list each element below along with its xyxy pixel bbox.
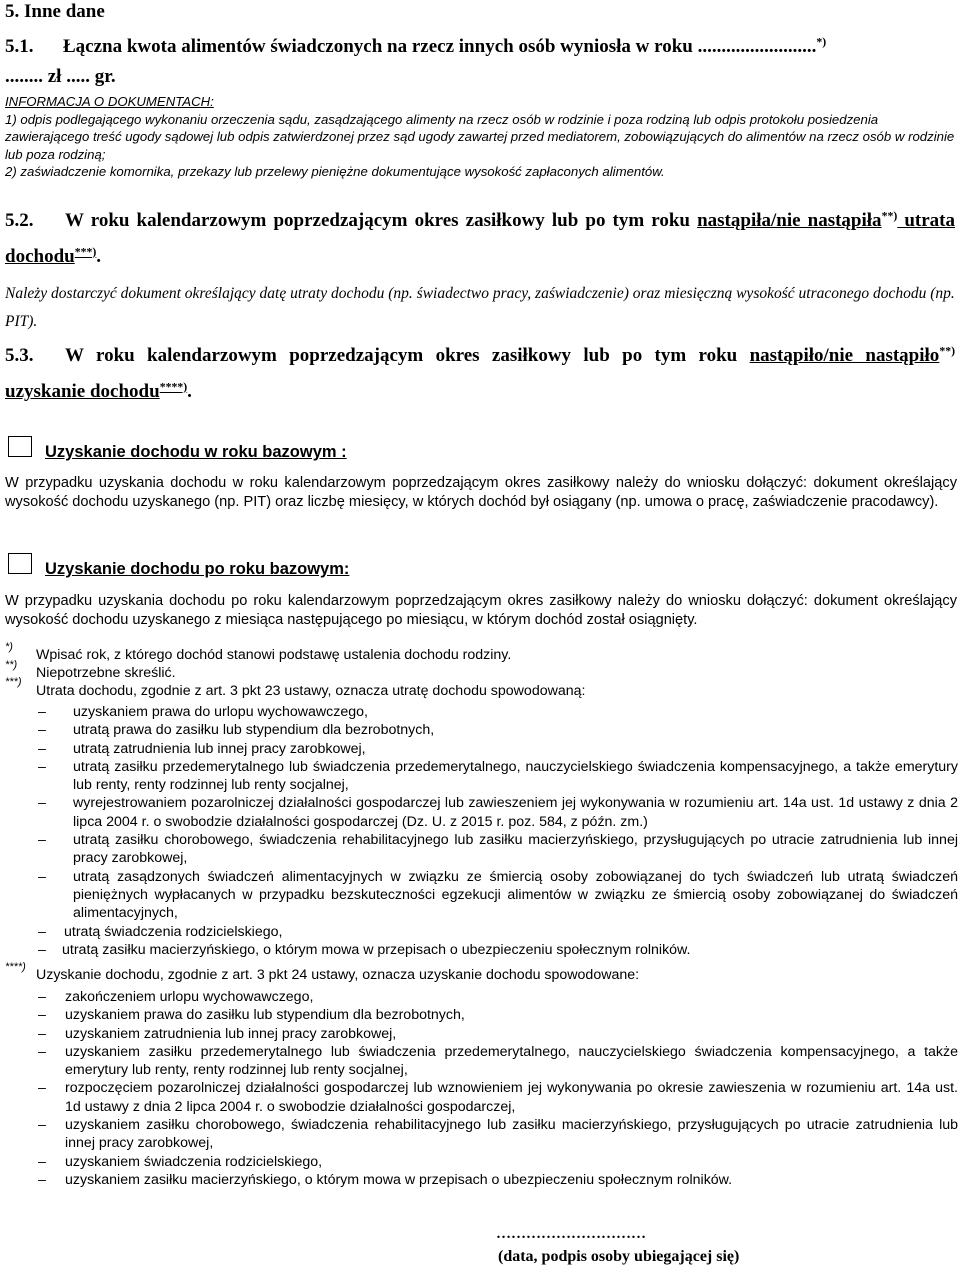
- option-text-base-year: W przypadku uzyskania dochodu w roku kalendarzowym poprzedzającym okres zasiłkowy należy do wniosku dołączyć: dokument określający wysokość dochodu uzyskanego (np. PIT) oraz liczbę miesięcy, w których dochód był osiągany (np. umowa o pracę, zaświadczenie pracodawcy).: [5, 475, 957, 510]
- document-info-item: 2) zaświadczenie komornika, przekazy lub przelewy pieniężne dokumentujące wysokość zapłaconych alimentów.: [5, 164, 665, 179]
- dash-marker: –: [38, 923, 46, 940]
- dash-marker: –: [38, 1153, 46, 1170]
- list-item-text: uzyskaniem zatrudnienia lub innej pracy zarobkowej,: [65, 1025, 397, 1042]
- dash-marker: –: [38, 832, 46, 849]
- footnote-mark: ***): [5, 676, 22, 688]
- list-item-text: uzyskaniem prawa do urlopu wychowawczego,: [73, 704, 368, 720]
- footnote-text: Wpisać rok, z którego dochód stanowi podstawę ustalenia dochodu rodziny.: [36, 647, 512, 663]
- section-5-2-note: Należy dostarczyć dokument określający datę utraty dochodu (np. świadectwo pracy, zaświadczenie) oraz miesięczną wysokość utraconego dochodu (np. PIT).: [5, 285, 955, 330]
- income-gain-list: [38, 988, 958, 1189]
- dash-marker: –: [38, 941, 46, 958]
- list-item-text: utratą zasądzonych świadczeń alimentacyjnych w związku ze śmiercią osoby zobowiązanej do tych świadczeń lub utratą świadczeń pieniężnych wypłacanych w przypadku bezskuteczności egzekucji alimentów w związku ze śmiercią osoby zobowiązanej do świadczeń alimentacyjnych,: [73, 868, 958, 922]
- section-5-2: [5, 203, 955, 275]
- section-number: 5.3.: [5, 345, 34, 366]
- list-item: [38, 868, 958, 923]
- signature-line: …………………………: [496, 1226, 646, 1242]
- footnote-ref: *): [816, 35, 827, 49]
- dash-marker: –: [38, 795, 46, 812]
- list-item: [38, 1171, 958, 1189]
- section-heading: 5. Inne dane: [5, 1, 105, 22]
- dash-marker: –: [38, 1080, 46, 1097]
- dash-marker: –: [38, 989, 46, 1005]
- section-text: .: [96, 246, 102, 267]
- dash-marker: –: [38, 1025, 46, 1042]
- document-info-item: 1) odpis podlegającego wykonaniu orzeczenia sądu, zasądzającego alimenty na rzecz osób w rodzinie i poza rodziną lub odpis protokołu posiedzenia zawierającego treść ugody sądowej lub odpis zatwierdzonej przez sąd ugody zawartej przed mediatorem, zobowiązujących do alimentów na rzecz osób w rodzinie lub poza rodziną;: [5, 111, 955, 162]
- footnote-text: Utrata dochodu, zgodnie z art. 3 pkt 23 ustawy, oznacza utratę dochodu spowodowaną:: [36, 683, 586, 699]
- list-item-text: uzyskaniem zasiłku chorobowego, świadczenia rehabilitacyjnego lub zasiłku macierzyńskiego, przysługujących po utracie zatrudnienia lub innej pracy zarobkowej,: [65, 1117, 958, 1152]
- document-info-title: INFORMACJA O DOKUMENTACH:: [5, 94, 214, 109]
- list-item-text: uzyskaniem świadczenia rodzicielskiego,: [65, 1153, 323, 1170]
- dash-marker: –: [38, 722, 46, 739]
- list-item-text: utratą zasiłku chorobowego, świadczenia rehabilitacyjnego lub zasiłku macierzyńskiego, przysługujących po utracie zatrudnienia lub innej pracy zarobkowej,: [73, 832, 958, 867]
- list-item-text: wyrejestrowaniem pozarolniczej działalności gospodarczej lub zawieszeniem jej wykonywania w rozumieniu art. 14a ust. 1d ustawy z dnia 2 lipca 2004 r. o swobodzie działalności gospodarczej (Dz. U. z 2015 r. poz. 584, z późn. zm.): [73, 795, 958, 830]
- footnote-text: Uzyskanie dochodu, zgodnie z art. 3 pkt 24 ustawy, oznacza uzyskanie dochodu spowodowane:: [36, 967, 640, 983]
- option-label-after-base-year: Uzyskanie dochodu po roku bazowym:: [45, 560, 350, 578]
- list-item: [38, 1025, 958, 1043]
- section-number: 5.2.: [5, 210, 34, 231]
- footnote-text: Niepotrzebne skreślić.: [36, 665, 176, 681]
- dash-marker: –: [38, 740, 46, 757]
- list-item-text: utratą zatrudnienia lub innej pracy zarobkowej,: [73, 740, 366, 757]
- section-text: W roku kalendarzowym poprzedzającym okres zasiłkowy lub po tym roku: [65, 210, 698, 231]
- list-item: [38, 923, 958, 941]
- footnote-ref: ***): [74, 245, 97, 259]
- list-item-text: utratą prawa do zasiłku lub stypendium dla bezrobotnych,: [73, 722, 435, 739]
- footnote-ref: **): [881, 209, 898, 223]
- list-item: [38, 831, 958, 868]
- dash-marker: –: [38, 1007, 46, 1024]
- list-item: [38, 1006, 958, 1024]
- list-item-text: zakończeniem urlopu wychowawczego,: [65, 989, 314, 1005]
- footnote-ref: ****): [159, 380, 188, 394]
- list-item: [38, 941, 958, 959]
- choice-text: nastąpiło/nie nastąpiło: [749, 345, 940, 366]
- footnote-mark: **): [5, 659, 18, 671]
- section-text: utrata dochodu: [5, 210, 955, 267]
- section-text: .: [187, 381, 192, 402]
- dash-marker: –: [38, 1171, 46, 1188]
- checkbox-income-base-year[interactable]: [8, 436, 32, 457]
- list-item: [38, 794, 958, 831]
- list-item-text: uzyskaniem zasiłku przedemerytalnego lub świadczenia przedemerytalnego, nauczycielskiego świadczenia kompensacyjnego, a także emerytury lub renty, renty rodzinnej lub renty socjalnej,: [65, 1043, 958, 1079]
- section-number: 5.1.: [5, 36, 34, 57]
- footnote-ref: **): [939, 344, 955, 358]
- income-loss-list: [38, 703, 958, 959]
- list-item-text: utratą świadczenia rodzicielskiego,: [64, 923, 283, 940]
- choice-text: nastąpiła/nie nastąpiła: [697, 210, 882, 231]
- section-5-3: [5, 338, 955, 410]
- checkbox-income-after-base-year[interactable]: [8, 553, 32, 574]
- list-item-text: utratą zasiłku macierzyńskiego, o którym mowa w przepisach o ubezpieczeniu społecznym rolników.: [62, 941, 691, 958]
- list-item: [38, 1116, 958, 1153]
- footnote-mark: ****): [5, 961, 26, 973]
- section-5-1: [5, 36, 826, 58]
- document-info: [5, 93, 957, 181]
- dash-marker: –: [38, 1043, 46, 1060]
- list-item: [38, 721, 958, 739]
- list-item: [38, 988, 958, 1006]
- section-text: Łączna kwota alimentów świadczonych na rzecz innych osób wyniosła w roku .........................: [63, 36, 817, 57]
- list-item: [38, 1153, 958, 1171]
- signature-label: (data, podpis osoby ubiegającej się): [498, 1248, 740, 1265]
- option-label-base-year: Uzyskanie dochodu w roku bazowym :: [45, 443, 347, 461]
- option-text-after-base-year: W przypadku uzyskania dochodu po roku kalendarzowym poprzedzającym okres zasiłkowy należy do wniosku dołączyć: dokument określający wysokość dochodu uzyskanego z miesiąca następującego po miesiącu, w którym dochód został osiągnięty.: [5, 593, 957, 628]
- dash-marker: –: [38, 868, 46, 885]
- dash-marker: –: [38, 704, 46, 720]
- list-item-text: rozpoczęciem pozarolniczej działalności gospodarczej lub wznowieniem jej wykonywania po okresie zawieszenia w rozumieniu art. 14a ust. 1d ustawy z dnia 2 lipca 2004 r. o swobodzie działalności gospodarczej,: [65, 1080, 958, 1115]
- section-text: uzyskanie dochodu: [5, 381, 160, 402]
- list-item-text: uzyskaniem zasiłku macierzyńskiego, o którym mowa w przepisach o ubezpieczeniu społecznym rolników.: [65, 1171, 733, 1188]
- list-item: [38, 1043, 958, 1080]
- list-item-text: utratą zasiłku przedemerytalnego lub świadczenia przedemerytalnego, nauczycielskiego świadczenia kompensacyjnego, a także emerytury lub renty, renty rodzinnej lub renty socjalnej,: [73, 758, 958, 794]
- list-item: [38, 758, 958, 795]
- list-item: [38, 1079, 958, 1116]
- dash-marker: –: [38, 758, 46, 775]
- list-item-text: uzyskaniem prawa do zasiłku lub stypendium dla bezrobotnych,: [65, 1007, 465, 1024]
- footnote-mark: *): [5, 641, 13, 653]
- alimony-amount-line: ........ zł ..... gr.: [5, 66, 116, 87]
- section-text: W roku kalendarzowym poprzedzającym okres zasiłkowy lub po tym roku: [65, 345, 750, 366]
- list-item: [38, 703, 958, 721]
- dash-marker: –: [38, 1117, 46, 1134]
- list-item: [38, 740, 958, 758]
